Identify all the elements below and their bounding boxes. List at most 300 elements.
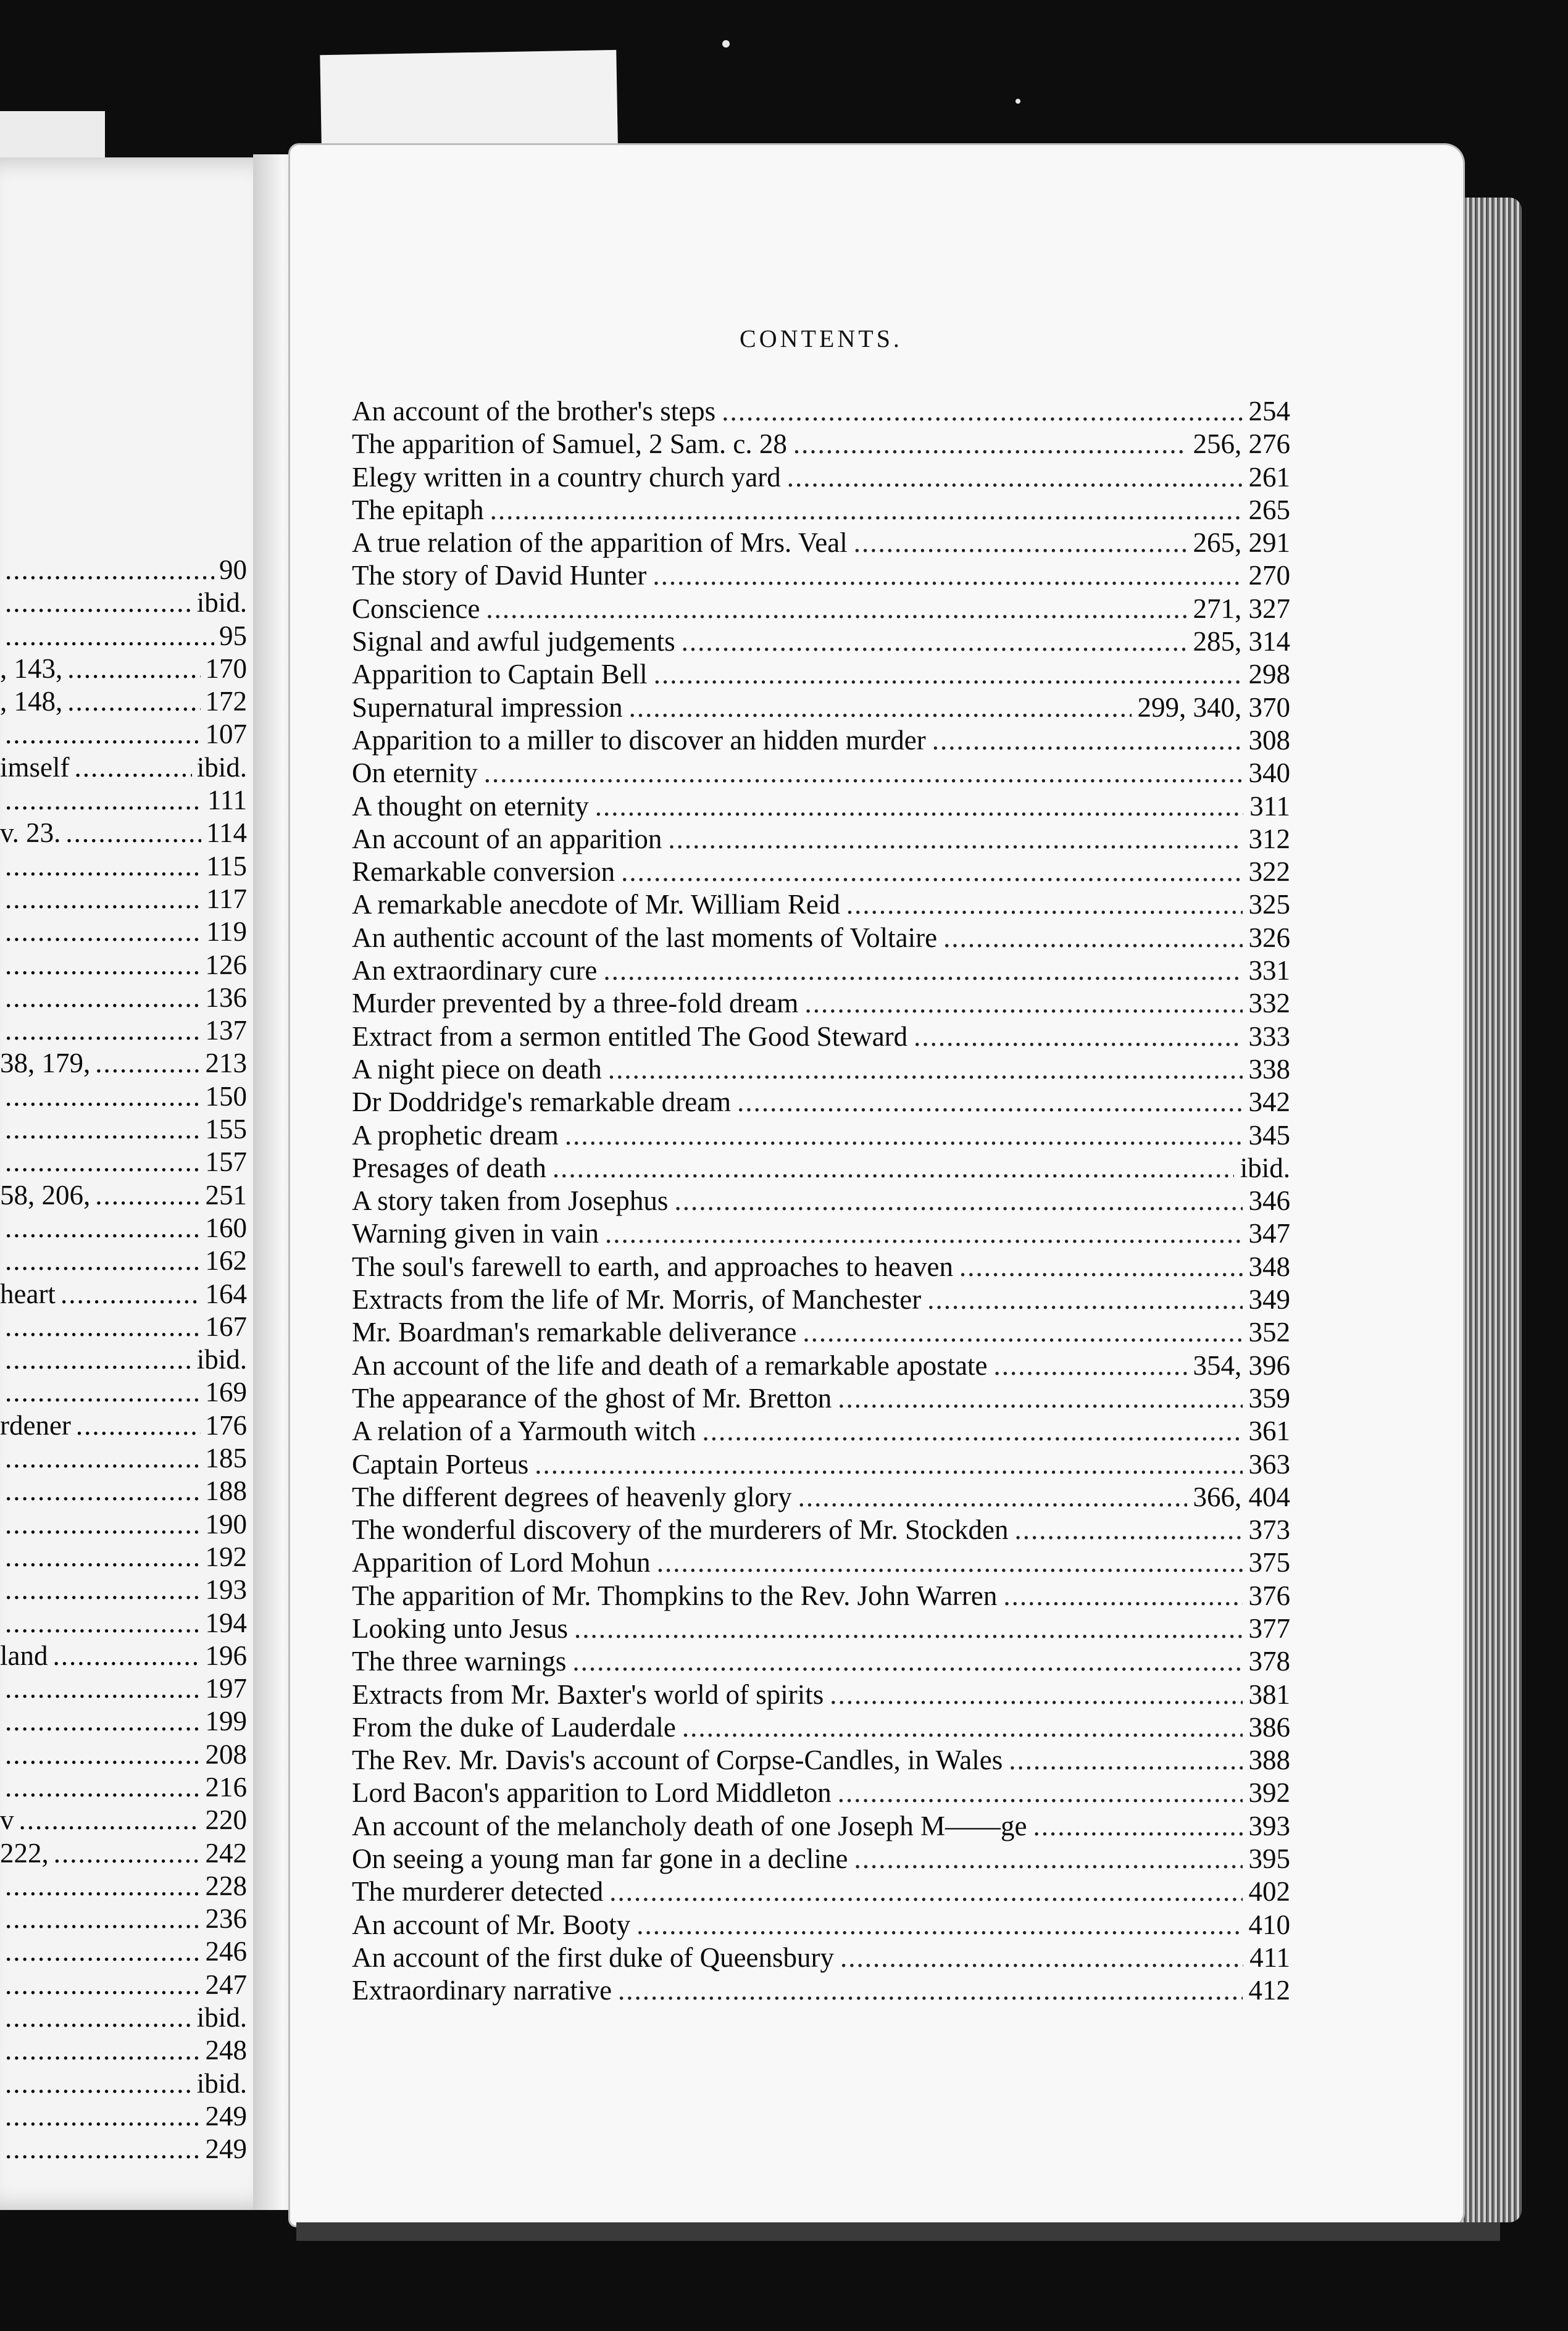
entry-page: 265, 291 <box>1193 527 1290 559</box>
leader-dots <box>838 1382 1242 1414</box>
contents-entry <box>352 1349 1290 1382</box>
leader-dots <box>5 2067 192 2100</box>
leader-dots <box>959 1251 1243 1283</box>
entry-title: Elegy written in a country church yard <box>352 461 781 493</box>
leader-dots <box>565 1119 1243 1151</box>
leader-dots <box>553 1152 1234 1184</box>
left-index-entry <box>0 1705 247 1738</box>
entry-page: 254 <box>1248 396 1290 427</box>
leader-dots <box>654 658 1243 690</box>
entry-title: Extracts from the life of Mr. Morris, of Manchester <box>352 1284 922 1316</box>
contents-entry <box>352 724 1290 757</box>
leader-dots <box>5 1935 201 1967</box>
entry-title: The apparition of Samuel, 2 Sam. c. 28 <box>352 428 787 460</box>
left-entry-page: 111 <box>207 785 247 816</box>
entry-title: A story taken from Josephus <box>352 1185 669 1217</box>
entry-page: 261 <box>1248 461 1290 493</box>
contents-entry <box>352 1020 1290 1053</box>
leader-dots <box>74 751 191 783</box>
leader-dots <box>60 1278 201 1310</box>
entry-title: An account of the first duke of Queensbury <box>352 1941 835 1973</box>
left-index-entry <box>0 751 247 784</box>
left-index-entry <box>0 1146 247 1178</box>
contents-entry <box>352 1941 1290 1974</box>
entry-page: 375 <box>1248 1547 1290 1578</box>
left-entry-text: 58, 206, <box>0 1179 91 1211</box>
entry-page: 333 <box>1248 1020 1290 1052</box>
leader-dots <box>67 653 200 685</box>
left-entry-page: 197 <box>205 1673 247 1704</box>
entry-title: Looking unto Jesus <box>352 1612 569 1644</box>
leader-dots <box>793 428 1187 460</box>
left-index-entry <box>0 883 247 915</box>
entry-title: Dr Doddridge's remarkable dream <box>352 1086 732 1118</box>
entry-title: The different degrees of heavenly glory <box>352 1481 792 1512</box>
left-entry-page: 196 <box>205 1640 247 1671</box>
left-index-entry <box>0 1541 247 1574</box>
left-entry-page: 242 <box>205 1837 247 1869</box>
leader-dots <box>5 850 201 882</box>
entry-page: 412 <box>1248 1975 1290 2006</box>
entry-page: 299, 340, 370 <box>1137 691 1290 723</box>
left-index-entry <box>0 817 247 849</box>
leader-dots <box>572 1645 1242 1677</box>
left-entry-page: 199 <box>205 1706 247 1737</box>
leader-dots <box>5 1212 201 1244</box>
entry-title: The epitaph <box>352 494 484 525</box>
leader-dots <box>5 554 214 586</box>
entry-page: 388 <box>1248 1745 1290 1776</box>
left-index-entry <box>0 850 247 883</box>
page-edges <box>1454 198 1522 2222</box>
left-index-entry <box>0 653 247 685</box>
contents-entry <box>352 1875 1290 1908</box>
left-entry-page: 249 <box>205 2100 247 2132</box>
contents-entry <box>352 987 1290 1020</box>
left-entry-text: heart <box>0 1278 56 1309</box>
entry-page: 410 <box>1248 1909 1290 1940</box>
leader-dots <box>54 1837 201 1869</box>
left-entry-page: 188 <box>205 1475 247 1507</box>
entry-title: On seeing a young man far gone in a decline <box>352 1843 848 1875</box>
contents-entry <box>352 1777 1290 1809</box>
entry-page: 377 <box>1248 1612 1290 1644</box>
leader-dots <box>5 2001 192 2033</box>
leader-dots <box>5 2133 201 2165</box>
leader-dots <box>67 685 200 717</box>
leader-dots <box>609 1875 1242 1908</box>
left-index-entry <box>0 2067 247 2100</box>
leader-dots <box>5 1672 201 1704</box>
contents-entry <box>352 1316 1290 1349</box>
entry-title: A night piece on death <box>352 1053 602 1085</box>
leader-dots <box>943 922 1242 954</box>
entry-page: 285, 314 <box>1193 626 1290 657</box>
leader-dots <box>5 1343 192 1375</box>
entry-page: 349 <box>1248 1284 1290 1316</box>
left-index-entry <box>0 1278 247 1311</box>
entry-page: 298 <box>1248 659 1290 690</box>
entry-page: 345 <box>1248 1119 1290 1151</box>
entry-page: 346 <box>1248 1185 1290 1217</box>
entry-title: Extraordinary narrative <box>352 1975 612 2006</box>
entry-title: Apparition of Lord Mohun <box>352 1547 651 1578</box>
left-entry-page: 164 <box>205 1278 247 1309</box>
contents-entry <box>352 954 1290 987</box>
left-entry-page: 95 <box>219 620 247 651</box>
entry-page: 338 <box>1248 1053 1290 1085</box>
left-index-entry <box>0 1080 247 1113</box>
left-index-entry <box>0 1212 247 1245</box>
leader-dots <box>5 1113 201 1145</box>
entry-page: 411 <box>1249 1941 1290 1973</box>
left-entry-page: 176 <box>205 1409 247 1441</box>
leader-dots <box>5 2034 201 2066</box>
leader-dots <box>95 1047 200 1079</box>
left-entry-text: , 148, <box>0 686 63 717</box>
leader-dots <box>803 1316 1242 1348</box>
entry-page: ibid. <box>1240 1152 1290 1183</box>
contents-entry <box>352 1974 1290 2007</box>
left-entry-text: 38, 179, <box>0 1048 91 1079</box>
entry-page: 331 <box>1248 955 1290 986</box>
scan-speck <box>1015 99 1020 104</box>
left-index-entry <box>0 718 247 751</box>
contents-entry <box>352 790 1290 823</box>
left-index-entry <box>0 554 247 586</box>
entry-title: The soul's farewell to earth, and approaches to heaven <box>352 1251 953 1282</box>
entry-page: 340 <box>1248 757 1290 789</box>
contents-entry <box>352 1152 1290 1185</box>
left-entry-page: 169 <box>205 1377 247 1408</box>
entry-title: An account of an apparition <box>352 823 662 854</box>
leader-dots <box>830 1678 1242 1711</box>
entry-title: Presages of death <box>352 1152 546 1183</box>
contents-entry <box>352 1283 1290 1316</box>
leader-dots <box>1033 1810 1242 1842</box>
left-index-entry <box>0 1640 247 1672</box>
leader-dots <box>5 620 214 652</box>
left-entry-page: 220 <box>205 1804 247 1836</box>
left-index-entry <box>0 586 247 619</box>
leader-dots <box>668 823 1242 855</box>
contents-entry <box>352 691 1290 724</box>
entry-page: 366, 404 <box>1193 1481 1290 1512</box>
left-page <box>0 157 290 2210</box>
leader-dots <box>914 1020 1242 1053</box>
entry-title: An account of the brother's steps <box>352 396 716 427</box>
left-index-entry <box>0 1607 247 1640</box>
leader-dots <box>574 1612 1242 1645</box>
left-entry-page: 248 <box>205 2035 247 2066</box>
left-index-entry <box>0 1245 247 1277</box>
entry-title: The murderer detected <box>352 1876 604 1908</box>
leader-dots <box>490 494 1243 526</box>
leader-dots <box>5 1574 201 1606</box>
left-index-entry <box>0 1969 247 2001</box>
contents-entry <box>352 757 1290 790</box>
left-entry-page: 107 <box>205 719 247 750</box>
contents-entry <box>352 1448 1290 1481</box>
leader-dots <box>5 1870 201 1902</box>
leader-dots <box>5 1705 201 1737</box>
contents-entry <box>352 527 1290 559</box>
leader-dots <box>5 1442 201 1474</box>
leader-dots <box>838 1777 1243 1809</box>
entry-title: An account of the melancholy death of one Joseph M——ge <box>352 1810 1027 1841</box>
left-index-entry <box>0 1442 247 1475</box>
leader-dots <box>653 559 1242 591</box>
left-entry-page: ibid. <box>196 587 247 619</box>
left-entry-page: ibid. <box>196 2067 247 2099</box>
left-entry-text: land <box>0 1640 48 1671</box>
left-entry-text: rdener <box>0 1409 71 1441</box>
entry-title: A thought on eternity <box>352 790 589 822</box>
leader-dots <box>618 1974 1242 2006</box>
left-entry-page: 155 <box>205 1114 247 1145</box>
left-entry-text: v <box>0 1804 14 1836</box>
leader-dots <box>5 784 202 816</box>
leader-dots <box>608 1053 1243 1085</box>
leader-dots <box>804 987 1242 1019</box>
leader-dots <box>5 949 201 981</box>
entry-page: 381 <box>1248 1678 1290 1710</box>
book-bottom-edge <box>296 2222 1500 2241</box>
left-entry-page: 126 <box>205 949 247 980</box>
contents-entry <box>352 1678 1290 1711</box>
entry-page: 354, 396 <box>1193 1349 1290 1381</box>
left-index-entry <box>0 1672 247 1705</box>
entry-title: The Rev. Mr. Davis's account of Corpse-Candles, in Wales <box>352 1745 1003 1776</box>
entry-page: 326 <box>1248 922 1290 953</box>
left-index-entry <box>0 685 247 718</box>
left-entry-page: 137 <box>205 1015 247 1046</box>
entry-page: 256, 276 <box>1193 428 1290 460</box>
leader-dots <box>854 1843 1242 1875</box>
entry-title: Apparition to Captain Bell <box>352 659 648 690</box>
entry-page: 332 <box>1248 988 1290 1019</box>
leader-dots <box>535 1448 1242 1480</box>
contents-entry <box>352 1481 1290 1514</box>
leader-dots <box>621 856 1242 888</box>
contents-entry <box>352 593 1290 625</box>
leader-dots <box>657 1546 1243 1578</box>
leader-dots <box>5 915 201 948</box>
contents-entry <box>352 559 1290 592</box>
leader-dots <box>927 1283 1242 1316</box>
entry-page: 386 <box>1248 1711 1290 1743</box>
left-entry-page: 193 <box>205 1574 247 1606</box>
contents-entry <box>352 494 1290 527</box>
leader-dots <box>5 1771 201 1803</box>
entry-title: Extracts from Mr. Baxter's world of spirits <box>352 1678 824 1710</box>
left-index-entry <box>0 915 247 948</box>
left-entry-page: 228 <box>205 1870 247 1901</box>
page-title: CONTENTS. <box>740 325 903 352</box>
left-entry-page: 167 <box>205 1311 247 1342</box>
left-entry-page: ibid. <box>196 1344 247 1375</box>
left-index-entry <box>0 2034 247 2067</box>
left-entry-text: 222, <box>0 1837 49 1869</box>
contents-entry <box>352 1711 1290 1744</box>
leader-dots <box>629 691 1132 723</box>
left-entry-page: 172 <box>205 686 247 717</box>
left-entry-page: 194 <box>205 1607 247 1638</box>
leader-dots <box>682 625 1187 657</box>
entry-page: 265 <box>1248 494 1290 525</box>
left-index-entry <box>0 1837 247 1870</box>
left-entry-page: 162 <box>205 1245 247 1277</box>
entry-page: 361 <box>1248 1416 1290 1447</box>
entry-title: The appearance of the ghost of Mr. Bretton <box>352 1382 832 1414</box>
entry-title: Supernatural impression <box>352 691 623 723</box>
left-index-entry <box>0 2100 247 2133</box>
leader-dots <box>5 1311 201 1343</box>
contents-entry <box>352 1217 1290 1250</box>
left-entry-page: 136 <box>205 982 247 1013</box>
entry-title: A remarkable anecdote of Mr. William Reid <box>352 889 840 920</box>
leader-dots <box>5 1245 201 1277</box>
entry-page: 395 <box>1248 1843 1290 1875</box>
leader-dots <box>798 1481 1187 1513</box>
left-entry-page: 160 <box>205 1212 247 1243</box>
leader-dots <box>5 1376 201 1408</box>
contents-entry <box>352 888 1290 921</box>
leader-dots <box>682 1711 1243 1743</box>
left-entry-page: 249 <box>205 2133 247 2165</box>
left-index-entry <box>0 2133 247 2166</box>
contents-entry <box>352 1086 1290 1119</box>
left-entry-page: 117 <box>206 883 247 914</box>
entry-title: Apparition to a miller to discover an hidden murder <box>352 724 926 756</box>
left-index-entry <box>0 1014 247 1047</box>
left-index-entry <box>0 1113 247 1146</box>
entry-page: 402 <box>1248 1876 1290 1908</box>
leader-dots <box>605 1217 1242 1249</box>
left-index-entry <box>0 1047 247 1080</box>
contents-entry <box>352 823 1290 856</box>
contents-entry <box>352 1580 1290 1612</box>
contents-entry <box>352 1546 1290 1579</box>
left-index-entry <box>0 949 247 982</box>
entry-page: 392 <box>1248 1777 1290 1809</box>
left-index-entry <box>0 1343 247 1376</box>
leader-dots <box>1014 1514 1242 1546</box>
leader-dots <box>994 1349 1187 1382</box>
leader-dots <box>737 1086 1242 1118</box>
entry-title: The story of David Hunter <box>352 560 647 591</box>
leader-dots <box>1009 1744 1242 1776</box>
entry-title: An extraordinary cure <box>352 955 598 986</box>
left-index-entry <box>0 2001 247 2034</box>
left-index-entry <box>0 620 247 653</box>
leader-dots <box>5 586 192 619</box>
left-entry-page: ibid. <box>196 751 247 783</box>
left-entry-page: 190 <box>205 1508 247 1540</box>
leader-dots <box>932 724 1243 756</box>
left-entry-page: 90 <box>219 554 247 585</box>
leader-dots <box>5 1969 201 2001</box>
contents-entry <box>352 856 1290 888</box>
leader-dots <box>5 1738 201 1770</box>
leader-dots <box>5 1146 201 1178</box>
entry-page: 363 <box>1248 1448 1290 1480</box>
contents-entry <box>352 1810 1290 1843</box>
contents-entry <box>352 1053 1290 1086</box>
left-index-entry <box>0 982 247 1014</box>
leader-dots <box>854 527 1187 559</box>
entry-title: Extract from a sermon entitled The Good Steward <box>352 1020 908 1052</box>
contents-entry <box>352 1744 1290 1777</box>
leader-dots <box>5 1607 201 1639</box>
left-entry-page: 185 <box>205 1443 247 1474</box>
left-index-entry <box>0 1508 247 1541</box>
left-index-entry <box>0 1574 247 1606</box>
leader-dots <box>595 790 1243 822</box>
leader-dots <box>5 1508 201 1540</box>
entry-title: Captain Porteus <box>352 1448 529 1480</box>
entry-title: Signal and awful judgements <box>352 626 675 657</box>
left-entry-page: 236 <box>205 1903 247 1935</box>
contents-entry <box>352 1909 1290 1941</box>
left-entry-page: 251 <box>205 1179 247 1211</box>
leader-dots <box>787 461 1243 493</box>
leader-dots <box>5 1903 201 1935</box>
contents-entry <box>352 922 1290 954</box>
leader-dots <box>846 888 1243 920</box>
entry-title: Mr. Boardman's remarkable deliverance <box>352 1317 797 1348</box>
contents-entry <box>352 625 1290 658</box>
entry-page: 342 <box>1248 1086 1290 1118</box>
entry-page: 270 <box>1248 560 1290 591</box>
left-entry-page: 119 <box>206 916 247 948</box>
leader-dots <box>5 1014 201 1046</box>
leader-dots <box>722 395 1242 427</box>
left-index-entry <box>0 1179 247 1212</box>
entry-title: The apparition of Mr. Thompkins to the Rev. John Warren <box>352 1580 998 1611</box>
left-index-entry <box>0 1376 247 1409</box>
entry-page: 393 <box>1248 1810 1290 1841</box>
entry-title: On eternity <box>352 757 478 789</box>
entry-title: Murder prevented by a three-fold dream <box>352 988 799 1019</box>
leader-dots <box>65 817 201 849</box>
left-entry-text: imself <box>0 751 70 783</box>
entry-title: An account of the life and death of a remarkable apostate <box>352 1349 988 1381</box>
entry-title: A true relation of the apparition of Mrs. Veal <box>352 527 848 559</box>
contents-entry <box>352 1645 1290 1678</box>
entry-page: 325 <box>1248 889 1290 920</box>
entry-page: 311 <box>1249 790 1290 822</box>
left-index-entry <box>0 1475 247 1507</box>
left-index-entry <box>0 1935 247 1968</box>
entry-page: 348 <box>1248 1251 1290 1282</box>
scan-speck <box>722 40 730 48</box>
leader-dots <box>5 1080 201 1112</box>
contents-entry <box>352 1514 1290 1546</box>
entry-title: An account of Mr. Booty <box>352 1909 631 1940</box>
left-entry-page: 192 <box>205 1541 247 1572</box>
contents-entry <box>352 1415 1290 1448</box>
entry-page: 312 <box>1248 823 1290 854</box>
contents-entry <box>352 1612 1290 1645</box>
entry-page: 271, 327 <box>1193 593 1290 624</box>
entry-page: 347 <box>1248 1218 1290 1249</box>
leader-dots <box>76 1409 201 1441</box>
leader-dots <box>19 1804 201 1836</box>
entry-title: From the duke of Lauderdale <box>352 1711 676 1743</box>
contents-entry <box>352 395 1290 428</box>
left-index-entry <box>0 1870 247 1903</box>
